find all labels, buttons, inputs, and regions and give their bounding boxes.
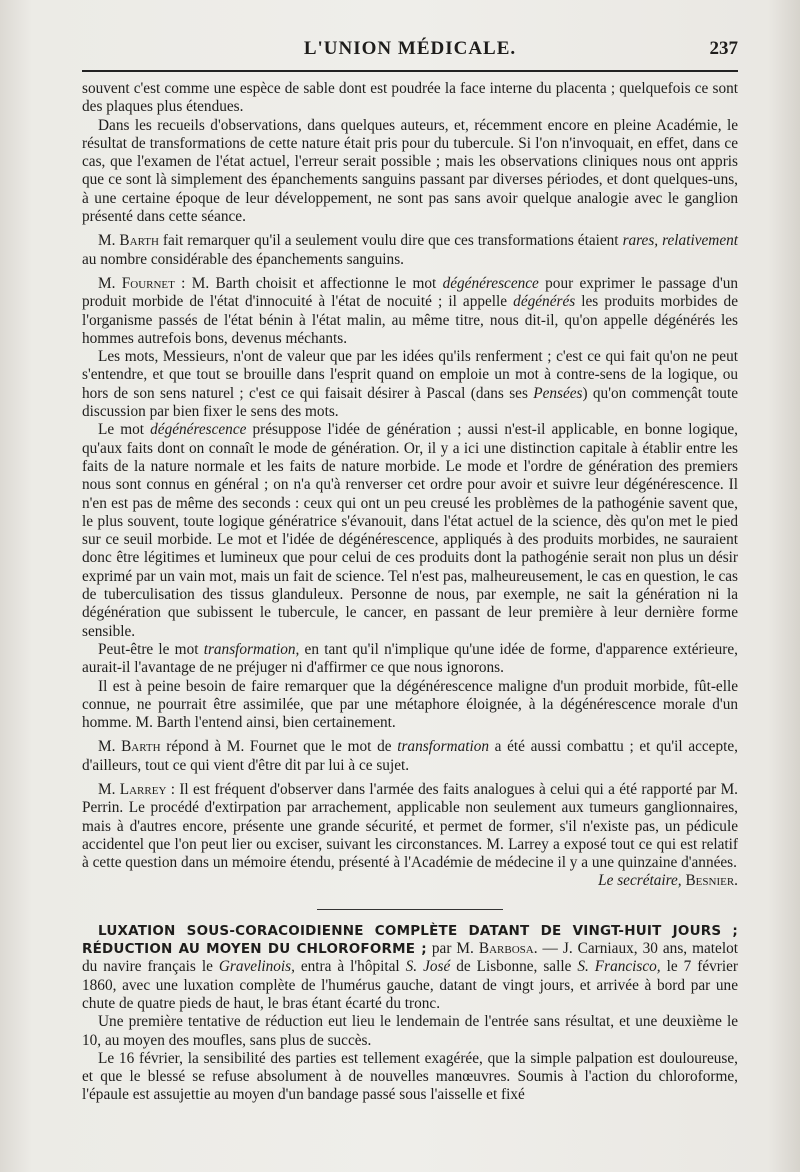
signature-role: Le secrétaire,	[598, 872, 682, 890]
paragraph-fournet: M. Fournet : M. Barth choisit et affectionne le mot dégénérescence pour exprimer le passage d'un produit morbide de l'état d'innocuité à l'état de nocuité ; il appelle dégénérés les produits morbides de l'organisme passés de l'état bénin à l'état malin, au même titre, nous dit-il, qu'on appelle dégénérés les hommes autrefois bons, devenus méchants.	[82, 274, 739, 347]
speaker-name: M. Barth	[98, 738, 161, 756]
paragraph-transformation: Peut-être le mot transformation, en tant qu'il n'implique qu'une idée de forme, d'apparence extérieure, aurait-il l'avantage de ne préjuger ni d'affirmer ce que nous ignorons.	[82, 640, 738, 677]
page-body	[82, 80, 738, 1105]
speaker-name: M. Fournet :	[98, 274, 186, 292]
paragraph-words: Les mots, Messieurs, n'ont de valeur que par les idées qu'ils renferment ; c'est ce qui fait qu'on ne peut s'entendre, et que tout se brouille dans l'esprit quand on emploie un mot à contre-sens de la logique, ou hors de son sens naturel ; c'est ce qui faisait désirer à Pascal (dans ses Pensées) qu'on commençât toute discussion par bien fixer le sens des mots.	[82, 348, 738, 421]
article-author: Barbosa.	[478, 940, 538, 958]
paragraph-barth-remark: M. Barth fait remarquer qu'il a seulement voulu dire que ces transformations étaient rares, relativement au nombre considérable des épanchements sanguins.	[82, 232, 739, 268]
article-paragraph: Une première tentative de réduction eut lieu le lendemain de l'entrée sans résultat, et une deuxième le 10, au moyen des moufles, sans plus de succès.	[82, 1013, 738, 1049]
paragraph-barth-reply: M. Barth répond à M. Fournet que le mot de transformation a été aussi combattu ; et qu'il accepte, d'ailleurs, tout ce qui vient d'être dit par lui à ce sujet.	[82, 738, 738, 774]
paragraph-metaphor: Il est à peine besoin de faire remarquer que la dégénérescence maligne d'un produit morbide, fût-elle connue, ne pourrait être assimilée, que par une métaphore éloignée, à la dégénérescence morale d'un homme. M. Barth l'entend ainsi, bien certainement.	[82, 677, 738, 732]
speaker-name: M. Barth	[98, 232, 159, 250]
paragraph-larrey: M. Larrey : Il est fréquent d'observer dans l'armée des faits analogues à celui qui a été rapporté par M. Perrin. Le procédé d'extirpation par arrachement, applicable non seulement aux tumeurs ganglionnaires, mais à d'autres encore, présente une grande sécurité, et permet de former, s'il n'existe pas, un pédicule accidentel que l'on peut lier ou exciser, suivant les circonstances. M. Larrey a exposé tout ce qui est relatif à cette question dans un mémoire étendu, présenté à l'Académie de médecine il y a une quinzaine d'années.	[82, 780, 739, 872]
article-title: LUXATION SOUS-CORACOIDIENNE COMPLÈTE DATANT DE VINGT-HUIT JOURS ; RÉDUCTION AU MOYEN DU CHLOROFORME ;	[82, 922, 738, 958]
signature	[82, 872, 738, 890]
article-heading-paragraph: LUXATION SOUS-CORACOIDIENNE COMPLÈTE DATANT DE VINGT-HUIT JOURS ; RÉDUCTION AU MOYEN DU CHLOROFORME ; par M. Barbosa. — J. Carniaux, 30 ans, matelot du navire français le Gravelinois, entra à l'hôpital S. José de Lisbonne, salle S. Francisco, le 7 février 1860, avec une luxation complète de l'humérus gauche, datant de vingt jours, et arrivée à bord par une chute de quatre pieds de haut, le bras étant écarté du tronc.	[82, 922, 738, 1012]
page-number: 237	[709, 38, 738, 59]
running-title: L'UNION MÉDICALE.	[303, 38, 517, 59]
paragraph-degenerescence: Le mot dégénérescence présuppose l'idée de génération ; aussi n'est-il applicable, en bonne logique, qu'aux faits dont on connaît le mode de génération. Or, il y a ici une distinction capitale à établir entre les faits de la nature normale et les faits de nature morbide. Le mode et l'ordre de génération des premiers nous sont connus en général ; on n'a qu'à renverser cet ordre pour avoir et suivre leur dégénérescence. Il n'en est pas de même des seconds : ceux qui ont un peu creusé les problèmes de la pathogénie savent que, le plus souvent, toute logique génératrice s'évanouit, dans l'état actuel de la science, dès qu'on met le pied sur ce seuil morbide. Le mot et l'idée de dégénérescence, appliqués à des produits morbides, ne sauraient donc être légitimes et lumineux que pour celui de ces produits dont la pathogénie serait non plus un désir exprimé par un vain mot, mais un fait de science. Tel n'est pas, malheureusement, le cas en question, le cas de tuberculisation des tissus glanduleux. Personne de nous, par exemple, ne sait la génération ni la dégénération que subissent le tubercule, le cancer, en passant de leur première à leur dernière forme sensible.	[82, 421, 738, 640]
article-paragraph: Le 16 février, la sensibilité des parties est tellement exagérée, que la simple palpation est douloureuse, et que le blessé se refuse absolument à de nouvelles manœuvres. Soumis à l'action du chloroforme, l'épaule est assujettie au moyen d'un bandage passé sous l'aisselle et fixé	[82, 1049, 738, 1104]
section-separator	[317, 909, 503, 910]
page-header	[82, 38, 738, 64]
paragraph-observations: Dans les recueils d'observations, dans quelques auteurs, et, récemment encore en pleine Académie, le résultat de transformations de cette nature était pris pour du tubercule. Si l'on n'invoquait, en effet, dans ce cas, que l'examen de l'état actuel, l'erreur serait possible ; mais les observations cliniques nous ont appris que ce sont là simplement des épanchements sanguins passant par diverses périodes, et dont quelques-uns, à une certaine époque de leur développement, ne sont pas sans avoir quelque analogie avec le ganglion présenté dans cette séance.	[82, 116, 738, 226]
header-rule	[82, 70, 738, 72]
paragraph-continuation: souvent c'est comme une espèce de sable dont est poudrée la face interne du placenta ; quelquefois ce sont des plaques plus étendues.	[82, 80, 738, 116]
speaker-name: M. Larrey :	[98, 780, 175, 798]
signature-name: Besnier.	[685, 872, 738, 890]
